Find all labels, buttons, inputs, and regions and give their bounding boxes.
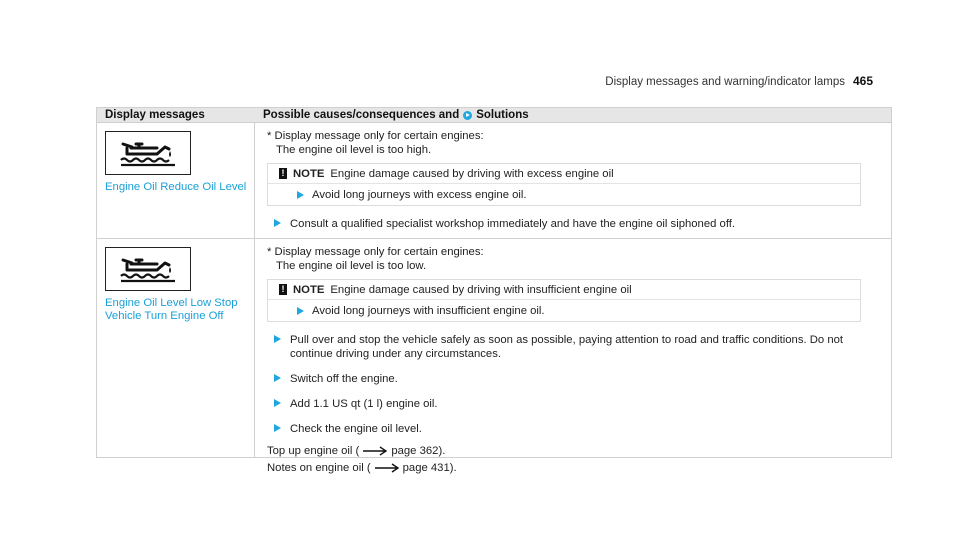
- cause-text: The engine oil level is too high.: [276, 144, 432, 156]
- solution-step: [267, 422, 882, 436]
- message-text: Engine Oil Reduce Oil Level: [105, 181, 247, 193]
- column-header-causes: [255, 108, 891, 122]
- notice-box: [267, 163, 861, 206]
- solution-step-text: Check the engine oil level.: [290, 423, 422, 435]
- column-header-display-messages: Display messages: [105, 109, 205, 121]
- solution-step: [267, 372, 882, 386]
- notice-box: [267, 279, 861, 322]
- step-arrow-icon: [274, 424, 281, 432]
- page-header: [605, 74, 873, 88]
- engine-note: * Display message only for certain engines:: [267, 246, 484, 258]
- message-text-line1: Engine Oil Level Low Stop: [105, 297, 238, 309]
- table-row: [97, 123, 891, 239]
- solution-step: [267, 333, 882, 361]
- step-arrow-icon: [274, 335, 281, 343]
- step-arrow-icon: [297, 307, 304, 315]
- notice-step-text: Avoid long journeys with excess engine oil.: [312, 188, 527, 201]
- cause-text: The engine oil level is too low.: [276, 260, 427, 272]
- notice-text: Engine damage caused by driving with excess engine oil: [330, 167, 614, 180]
- page-reference[interactable]: [267, 461, 882, 475]
- notice-step-text: Avoid long journeys with insufficient engine oil.: [312, 304, 545, 317]
- notice-text: Engine damage caused by driving with insufficient engine oil: [330, 283, 632, 296]
- notice-step: [268, 300, 860, 321]
- causes-cell: [255, 239, 891, 474]
- solution-step-text: Pull over and stop the vehicle safely as soon as possible, paying attention to road and traffic conditions. Do not continue driving under any circumstances.: [290, 334, 844, 360]
- reference-text: Top up engine oil (: [267, 445, 360, 457]
- notice-header: [268, 164, 860, 184]
- step-arrow-icon: [297, 191, 304, 199]
- column-header-solutions-text: Solutions: [476, 109, 529, 121]
- reference-page: page 431).: [402, 462, 457, 474]
- notice-header: [268, 280, 860, 300]
- table-row: [97, 239, 891, 474]
- solution-step-text: Switch off the engine.: [290, 373, 398, 385]
- engine-note: * Display message only for certain engines:: [267, 130, 484, 142]
- table-header: [97, 108, 891, 123]
- display-messages-table: [96, 107, 892, 474]
- reference-arrow-icon: [362, 446, 388, 456]
- engine-oil-level-icon: [105, 247, 191, 291]
- page-reference[interactable]: [267, 444, 882, 458]
- warning-icon: !: [279, 284, 287, 295]
- solution-step: [267, 397, 882, 411]
- reference-text: Notes on engine oil (: [267, 462, 371, 474]
- step-arrow-icon: [274, 399, 281, 407]
- engine-oil-level-icon: [105, 131, 191, 175]
- reference-arrow-icon: [374, 463, 400, 473]
- reference-page: page 362).: [391, 445, 446, 457]
- step-arrow-icon: [274, 219, 281, 227]
- message-cell: [97, 239, 255, 458]
- step-arrow-icon: [274, 374, 281, 382]
- message-text-line2: Vehicle Turn Engine Off: [105, 310, 224, 322]
- notice-step: [268, 184, 860, 205]
- page-number: 465: [852, 74, 873, 88]
- solution-step: [267, 217, 882, 231]
- column-header-causes-text: Possible causes/consequences and: [263, 109, 460, 121]
- message-cell: [97, 123, 255, 238]
- solution-arrow-icon: [463, 111, 472, 120]
- section-title: Display messages and warning/indicator lamps: [605, 76, 845, 88]
- notice-label: NOTE: [293, 167, 325, 180]
- causes-cell: [255, 123, 891, 238]
- solution-step-text: Add 1.1 US qt (1 l) engine oil.: [290, 398, 438, 410]
- solution-step-text: Consult a qualified specialist workshop immediately and have the engine oil siphoned off.: [290, 218, 736, 230]
- warning-icon: !: [279, 168, 287, 179]
- notice-label: NOTE: [293, 283, 325, 296]
